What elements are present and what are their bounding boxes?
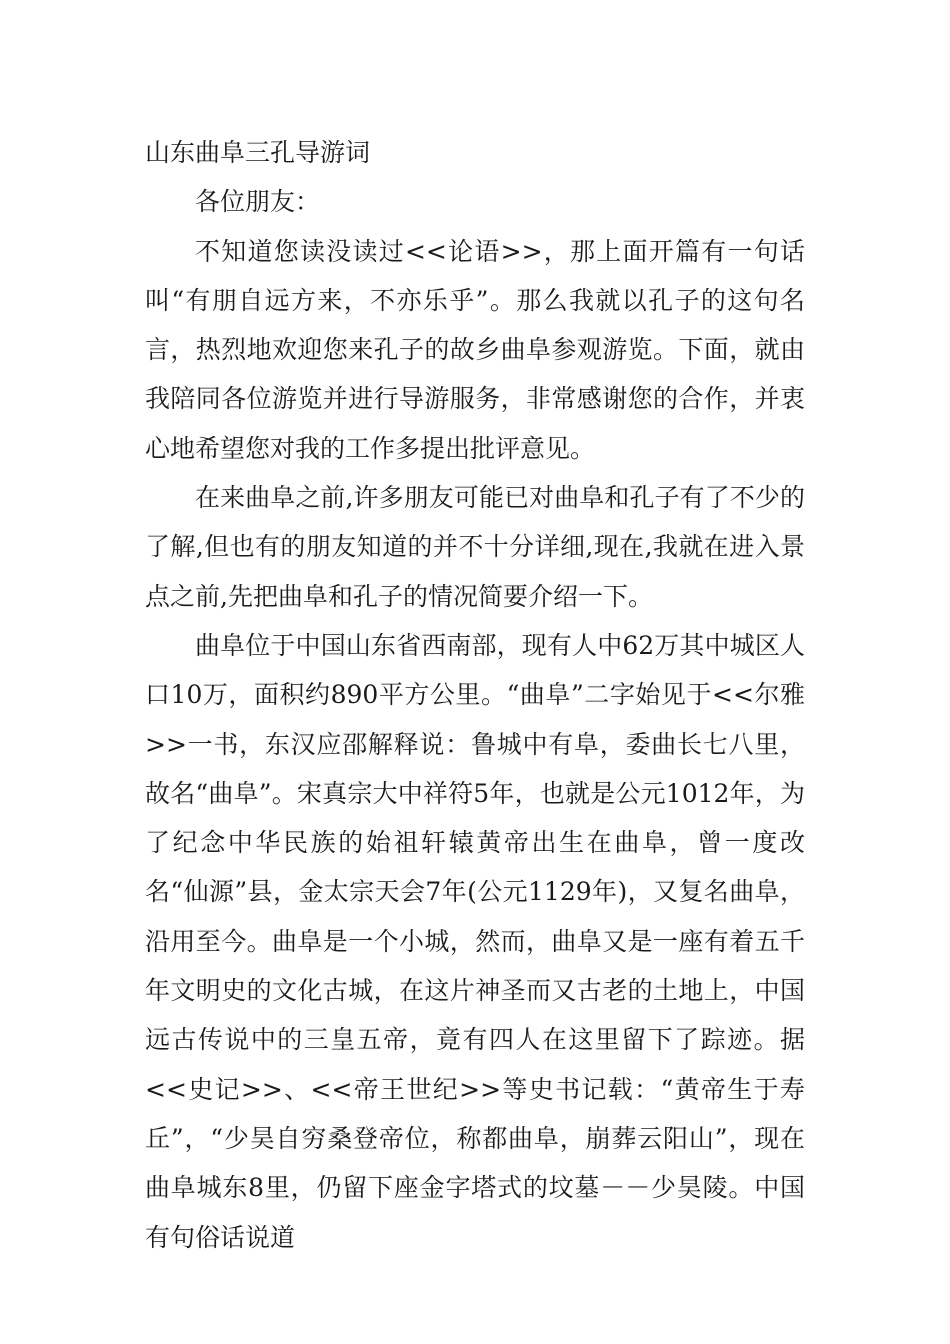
document-title: 山东曲阜三孔导游词: [145, 138, 371, 167]
greeting-paragraph: 各位朋友：: [195, 187, 321, 217]
welcome-paragraph: 不知道您读没读过<<论语>>，那上面开篇有一句话叫“有朋自远方来，不亦乐乎”。那么我就以孔子的这句名言，热烈地欢迎您来孔子的故乡曲阜参观游览。下面，就由我陪同各位游览并进行导游服务，非常感谢您的合作，并衷心地希望您对我的工作多提出批评意见。: [145, 236, 805, 463]
intro-paragraph: 在来曲阜之前,许多朋友可能已对曲阜和孔子有了不少的了解,但也有的朋友知道的并不十分详细,现在,我就在进入景点之前,先把曲阜和孔子的情况简要介绍一下。: [145, 483, 805, 611]
history-paragraph: 曲阜位于中国山东省西南部，现有人中62万其中城区人口10万，面积约890平方公里。“曲阜”二字始见于<<尔雅>>一书，东汉应邵解释说：鲁城中有阜，委曲长七八里，故名“曲阜”。宋真宗大中祥符5年，也就是公元1012年，为了纪念中华民族的始祖轩辕黄帝出生在曲阜，曾一度改名“仙源”县，金太宗天会7年(公元1129年)，又复名曲阜，沿用至今。曲阜是一个小城，然而，曲阜又是一座有着五千年文明史的文化古城，在这片神圣而又古老的土地上，中国远古传说中的三皇五帝，竟有四人在这里留下了踪迹。据<<史记>>、<<帝王世纪>>等史书记载：“黄帝生于寿丘”，“少昊自穷桑登帝位，称都曲阜，崩葬云阳山”，现在曲阜城东8里，仍留下座金字塔式的坟墓－－少昊陵。中国有句俗话说道: [145, 630, 805, 1252]
document-body: [145, 128, 805, 1262]
